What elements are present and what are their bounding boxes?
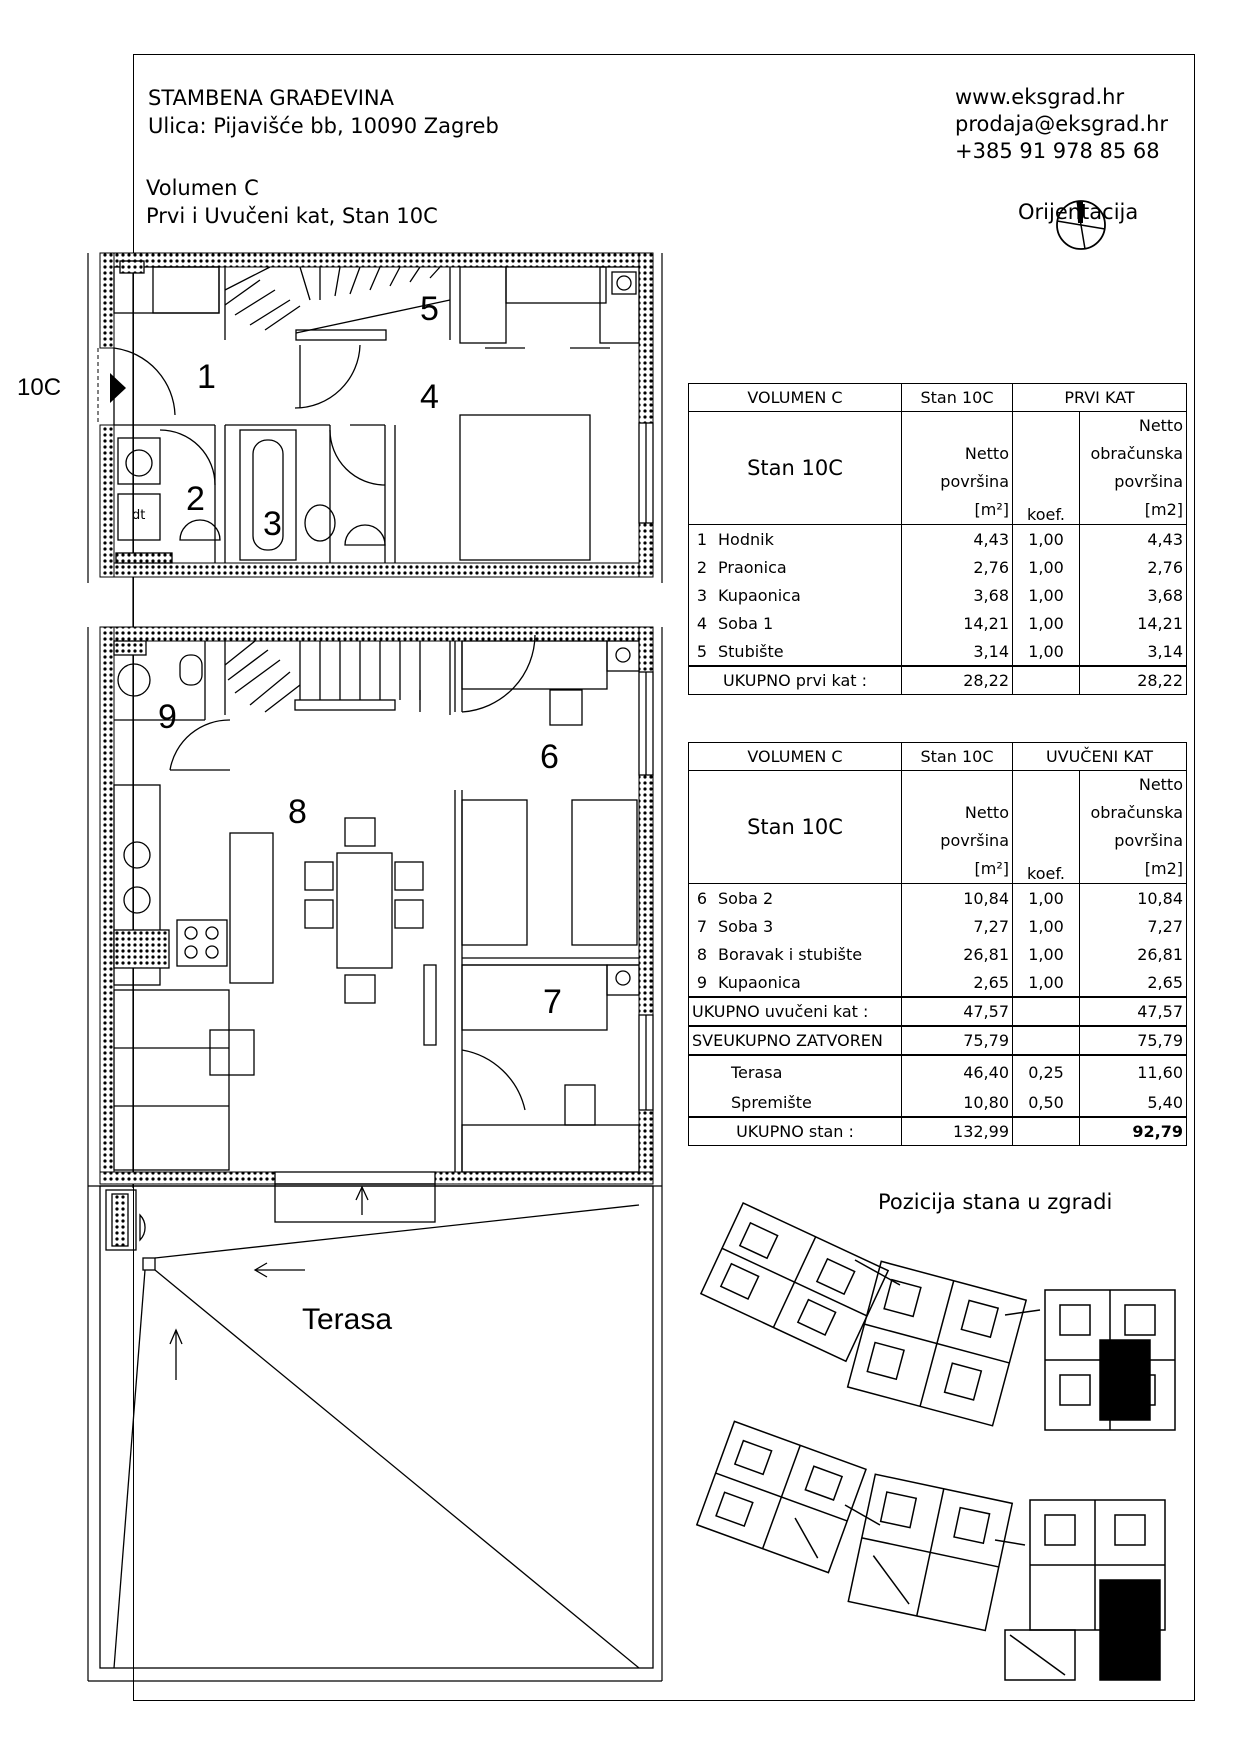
terrace-label: Terasa (302, 1303, 393, 1336)
table-row: 5 Stubište 3,14 1,00 3,14 (689, 637, 1187, 666)
table-subtotal-row: UKUPNO uvučeni kat : 47,57 47,57 (689, 997, 1187, 1026)
table-unit-title: Stan 10C (689, 412, 902, 525)
table-unit-title: Stan 10C (689, 771, 902, 884)
table-header-floor: UVUČENI KAT (1013, 743, 1187, 771)
room-number-8: 8 (288, 793, 307, 831)
table-closed-total-row: SVEUKUPNO ZATVOREN 75,79 75,79 (689, 1026, 1187, 1055)
table-row: 2 Praonica 2,76 1,00 2,76 (689, 553, 1187, 581)
orientation-label: Orijentacija (1018, 200, 1139, 224)
building-block-3 (1045, 1290, 1175, 1430)
room-number-4: 4 (420, 378, 439, 416)
building-block-4 (697, 1421, 866, 1572)
site-position-plan (695, 1200, 1195, 1690)
table-header-unit: Stan 10C (902, 384, 1013, 412)
room-number-7: 7 (543, 983, 562, 1021)
table-header-floor: PRVI KAT (1013, 384, 1187, 412)
col-calc-area: Netto obračunska površina [m2] (1080, 771, 1187, 884)
table-row: 7 Soba 3 7,27 1,00 7,27 (689, 912, 1187, 940)
dryer-label: dt (132, 508, 146, 523)
building-block-5 (848, 1474, 1012, 1630)
table-row: 1 Hodnik 4,43 1,00 4,43 (689, 525, 1187, 554)
room-number-3: 3 (263, 505, 282, 543)
area-table-first-floor (688, 383, 1187, 695)
email-link[interactable]: prodaja@eksgrad.hr (955, 112, 1169, 136)
table-row: 8 Boravak i stubište 26,81 1,00 26,81 (689, 940, 1187, 968)
entry-label: 10C (17, 374, 62, 401)
project-title: STAMBENA GRAĐEVINA (148, 86, 394, 110)
room-number-5: 5 (420, 290, 439, 328)
position-title: Pozicija stana u zgradi (878, 1190, 1113, 1214)
table-row: 4 Soba 1 14,21 1,00 14,21 (689, 609, 1187, 637)
table-header-unit: Stan 10C (902, 743, 1013, 771)
room-number-2: 2 (186, 480, 205, 518)
table-row: 9 Kupaonica 2,65 1,00 2,65 (689, 968, 1187, 997)
phone-number: +385 91 978 85 68 (955, 139, 1160, 163)
table-total-row: UKUPNO stan : 132,99 92,79 (689, 1117, 1187, 1146)
room-number-6: 6 (540, 738, 559, 776)
table-total-row: UKUPNO prvi kat : 28,22 28,22 (689, 666, 1187, 695)
building-block-6 (1005, 1500, 1165, 1680)
project-address: Ulica: Pijavišće bb, 10090 Zagreb (148, 114, 499, 138)
col-coef: koef. (1013, 412, 1080, 525)
table-row: Terasa 46,40 0,25 11,60 (689, 1055, 1187, 1088)
col-coef: koef. (1013, 771, 1080, 884)
col-calc-area: Netto obračunska površina [m2] (1080, 412, 1187, 525)
table-row: 6 Soba 2 10,84 1,00 10,84 (689, 884, 1187, 913)
area-table-recessed-floor (688, 742, 1187, 1146)
volume-label: Volumen C (146, 176, 259, 200)
table-header-volume: VOLUMEN C (689, 384, 902, 412)
room-number-9: 9 (158, 698, 177, 736)
building-block-1 (701, 1203, 888, 1361)
table-header-volume: VOLUMEN C (689, 743, 902, 771)
table-row: 3 Kupaonica 3,68 1,00 3,68 (689, 581, 1187, 609)
building-block-2 (848, 1261, 1027, 1425)
table-row: Spremište 10,80 0,50 5,40 (689, 1088, 1187, 1117)
col-net-area: Netto površina [m²] (902, 412, 1013, 525)
unit-label: Prvi i Uvučeni kat, Stan 10C (146, 204, 438, 228)
website-link[interactable]: www.eksgrad.hr (955, 85, 1125, 109)
room-number-1: 1 (197, 358, 216, 396)
col-net-area: Netto površina [m²] (902, 771, 1013, 884)
